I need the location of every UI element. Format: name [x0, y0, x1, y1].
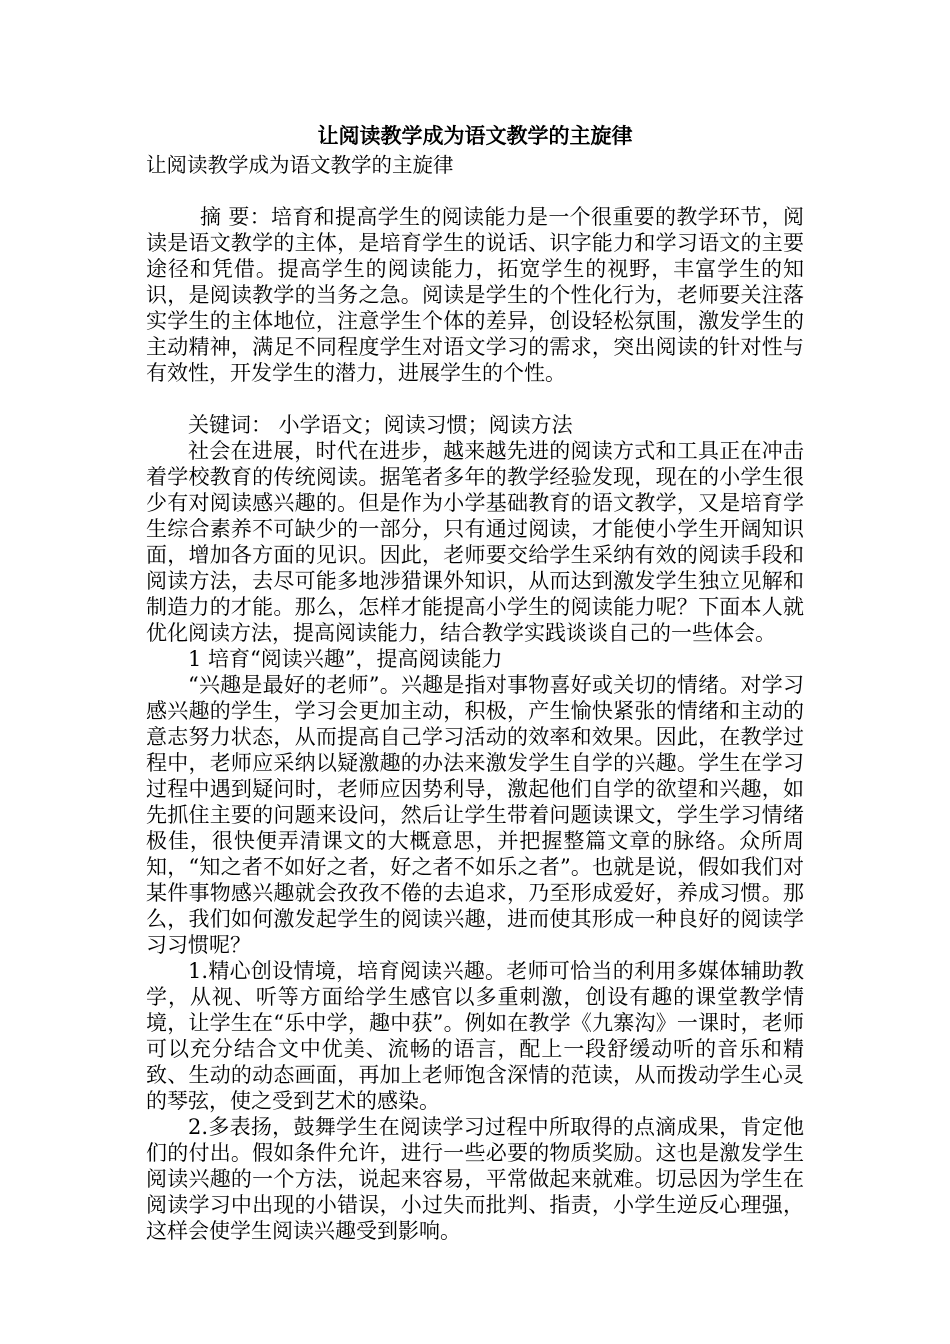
- spacer: [146, 386, 804, 412]
- abstract-paragraph: 摘 要：培育和提高学生的阅读能力是一个很重要的教学环节，阅读是语文教学的主体，是培育学生的说话、识字能力和学习语文的主要途径和凭借。提高学生的阅读能力，拓宽学生的视野，丰富学生的知识，是阅读教学的当务之急。阅读是学生的个性化行为，老师要关注落实学生的主体地位，注意学生个体的差异，创设轻松氛围，激发学生的主动精神，满足不同程度学生对语文学习的需求，突出阅读的针对性与有效性，开发学生的潜力，进展学生的个性。: [146, 205, 804, 385]
- body-paragraph-intro: 社会在进展，时代在进步，越来越先进的阅读方式和工具正在冲击着学校教育的传统阅读。据笔者多年的教学经验发现，现在的小学生很少有对阅读感兴趣的。但是作为小学基础教育的语文教学，又是培育学生综合素养不可缺少的一部分，只有通过阅读，才能使小学生开阔知识面，增加各方面的见识。因此，老师要交给学生采纳有效的阅读手段和阅读方法，去尽可能多地涉猎课外知识，从而达到激发学生独立见解和制造力的才能。那么，怎样才能提高小学生的阅读能力呢？下面本人就优化阅读方法，提高阅读能力，结合教学实践谈谈自己的一些体会。: [146, 439, 804, 645]
- body-paragraph-point-2: 2.多表扬，鼓舞学生在阅读学习过程中所取得的点滴成果，肯定他们的付出。假如条件允许，进行一些必要的物质奖励。这也是激发学生阅读兴趣的一个方法，说起来容易，平常做起来就难。切忌因为学生在阅读学习中出现的小错误，小过失而批判、指责，小学生逆反心理强，这样会使学生阅读兴趣受到影响。: [146, 1115, 804, 1243]
- document-title: 让阅读教学成为语文教学的主旋律: [317, 123, 633, 148]
- body-paragraph-point-1: 1.精心创设情境，培育阅读兴趣。老师可恰当的利用多媒体辅助教学，从视、听等方面给学生感官以多重刺激，创设有趣的课堂教学情境，让学生在“乐中学，趣中获”。例如在教学《九寨沟》一课时，老师可以充分结合文中优美、流畅的语言，配上一段舒缓动听的音乐和精致、生动的动态画面，再加上老师饱含深情的范读，从而拨动学生心灵的琴弦，使之受到艺术的感染。: [146, 959, 804, 1113]
- document-subtitle: 让阅读教学成为语文教学的主旋律: [146, 153, 454, 177]
- keywords-line: 关键词： 小学语文；阅读习惯；阅读方法: [188, 413, 573, 437]
- spacer: [146, 178, 804, 204]
- section-heading: 1 培育“阅读兴趣”，提高阅读能力: [188, 647, 503, 671]
- body-paragraph-interest: “兴趣是最好的老师”。兴趣是指对事物喜好或关切的情绪。对学习感兴趣的学生，学习会更加主动，积极，产生愉快紧张的情绪和主动的意志努力状态，从而提高自己学习活动的效率和效果。因此，在教学过程中，老师应采纳以疑激趣的办法来激发学生自学的兴趣。学生在学习过程中遇到疑问时，老师应因势利导，激起他们自学的欲望和兴趣，如先抓住主要的问题来设问，然后让学生带着问题读课文，学生学习情绪极佳，很快便弄清课文的大概意思，并把握整篇文章的脉络。众所周知，“知之者不如好之者，好之者不如乐之者”。也就是说，假如我们对某件事物感兴趣就会孜孜不倦的去追求，乃至形成爱好，养成习惯。那么，我们如何激发起学生的阅读兴趣，进而使其形成一种良好的阅读学习习惯呢？: [146, 673, 804, 957]
- document-page: [146, 120, 804, 1244]
